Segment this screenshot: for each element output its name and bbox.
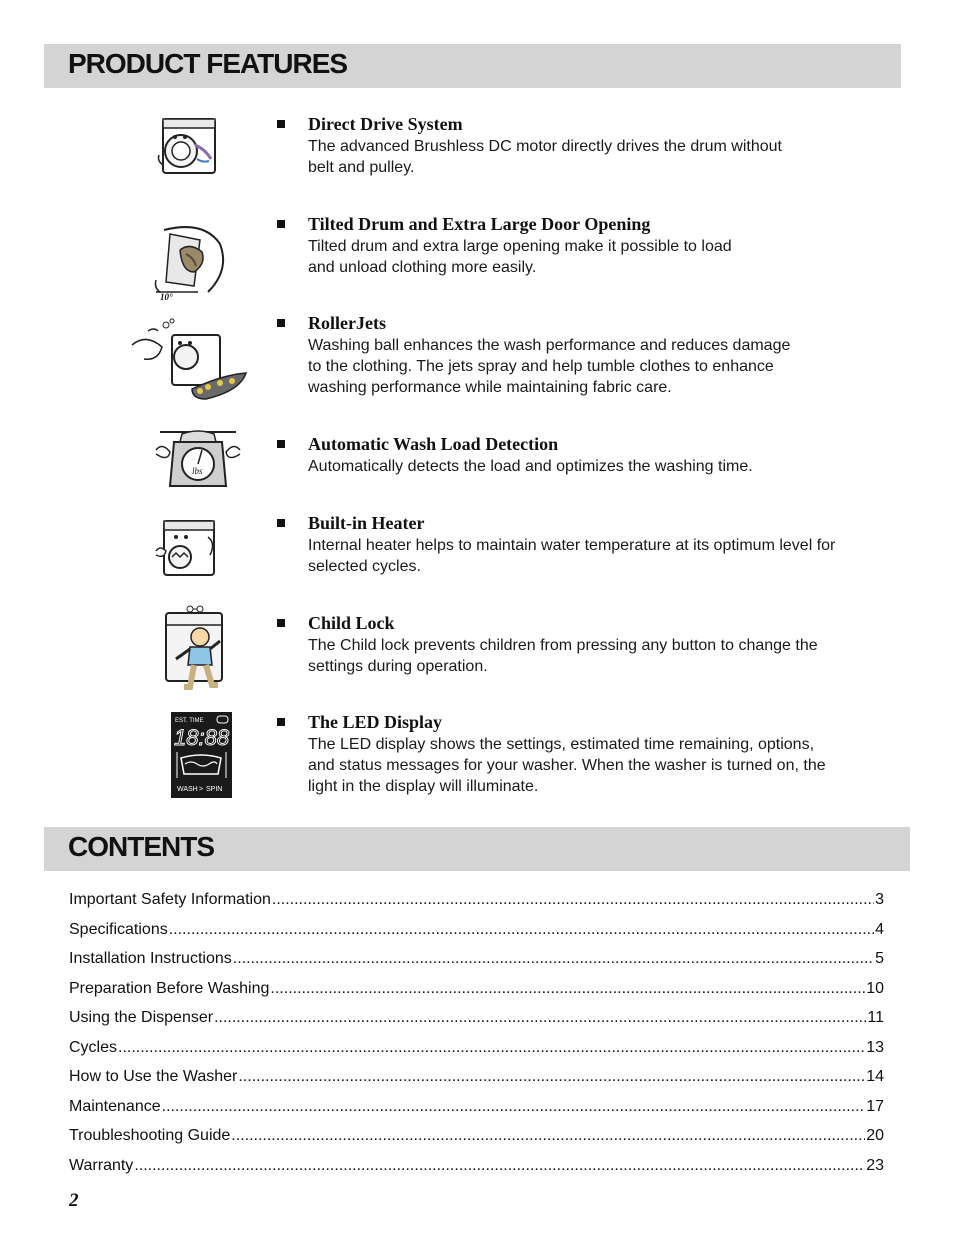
- toc-entry-label: Warranty: [69, 1156, 134, 1174]
- toc-leader: [272, 890, 874, 910]
- toc-entry-label: Maintenance: [69, 1097, 161, 1115]
- toc-page-number: 23: [866, 1156, 884, 1174]
- product-features-title: PRODUCT FEATURES: [68, 48, 348, 79]
- toc-leader: [238, 1067, 865, 1087]
- toc-entry[interactable]: [69, 979, 884, 999]
- toc-page-number: 17: [866, 1097, 884, 1115]
- toc-entry-label: How to Use the Washer: [69, 1068, 238, 1085]
- feature-description: Tilted drum and extra large opening make it possible to load and unload clothing more easily.: [308, 238, 732, 276]
- feature-description: Internal heater helps to maintain water temperature at its optimum level for selected cycles.: [308, 537, 836, 575]
- bullet-icon: [277, 220, 285, 228]
- heater-icon: [152, 517, 222, 579]
- toc-entry-label: Specifications: [69, 920, 168, 938]
- contents-title: CONTENTS: [68, 831, 214, 862]
- toc-leader: [118, 1038, 865, 1058]
- toc-page-number: 5: [875, 950, 884, 967]
- toc-page-number: 3: [875, 891, 884, 908]
- toc-entry[interactable]: [69, 1038, 884, 1058]
- contents-header: [44, 827, 910, 871]
- toc-page-number: 11: [867, 1009, 884, 1026]
- svg-text:10°: 10°: [160, 292, 173, 300]
- feature-title: Built-in Heater: [308, 513, 425, 533]
- toc-entry[interactable]: [69, 1097, 884, 1117]
- feature-title: Direct Drive System: [308, 114, 463, 134]
- page-number: 2: [69, 1190, 79, 1211]
- svg-text:WASH: WASH: [177, 786, 198, 793]
- feature-description: The LED display shows the settings, estimated time remaining, options, and status messages for your washer. When the washer is turned on, the light in the display will illuminate.: [308, 736, 826, 795]
- toc-leader: [162, 1097, 866, 1117]
- bullet-icon: [277, 619, 285, 627]
- toc-entry[interactable]: [69, 1126, 884, 1146]
- feature-title: The LED Display: [308, 712, 443, 732]
- toc-leader: [134, 1156, 865, 1176]
- toc-entry-label: Preparation Before Washing: [69, 979, 270, 997]
- tilted-drum-icon: [150, 220, 230, 300]
- toc-entry-label: Important Safety Information: [69, 891, 271, 908]
- svg-text:18:88: 18:88: [174, 725, 230, 750]
- toc-entry[interactable]: [69, 920, 884, 940]
- feature-description: The Child lock prevents children from pressing any button to change the settings during operation.: [308, 637, 818, 675]
- product-features-header: [44, 44, 901, 88]
- scale-icon: [152, 428, 244, 490]
- toc-entry[interactable]: [69, 1067, 884, 1087]
- toc-leader: [270, 979, 865, 999]
- toc-entry-label: Troubleshooting Guide: [69, 1127, 231, 1144]
- bullet-icon: [277, 519, 285, 527]
- feature-title: Tilted Drum and Extra Large Door Opening: [308, 214, 651, 234]
- toc-entry-label: Using the Dispenser: [69, 1009, 214, 1026]
- bullet-icon: [277, 319, 285, 327]
- led-display-icon: [171, 712, 232, 798]
- bullet-icon: [277, 440, 285, 448]
- feature-description: Automatically detects the load and optimizes the washing time.: [308, 458, 753, 475]
- toc-entry[interactable]: [69, 1008, 884, 1028]
- svg-text:EST. TIME: EST. TIME: [175, 718, 204, 724]
- toc-page-number: 4: [875, 920, 884, 938]
- toc-entry-label: Cycles: [69, 1038, 118, 1056]
- washer-motor-icon: [155, 115, 225, 177]
- toc-page-number: 13: [866, 1038, 884, 1056]
- svg-text:lbs: lbs: [192, 466, 203, 476]
- svg-text:SPIN: SPIN: [206, 786, 223, 793]
- feature-description: Washing ball enhances the wash performance and reduces damage to the clothing. The jets spray and help tumble clothes to enhance washing performance while maintaining fabric care.: [308, 337, 791, 396]
- bullet-icon: [277, 718, 285, 726]
- child-lock-icon: [160, 603, 228, 699]
- feature-description: The advanced Brushless DC motor directly drives the drum without belt and pulley.: [308, 138, 782, 176]
- feature-title: Child Lock: [308, 613, 395, 633]
- toc-leader: [169, 920, 874, 940]
- bullet-icon: [277, 120, 285, 128]
- toc-leader: [231, 1126, 865, 1146]
- toc-page-number: 20: [866, 1127, 884, 1144]
- svg-text:>: >: [199, 786, 204, 793]
- feature-title: RollerJets: [308, 313, 386, 333]
- toc-page-number: 14: [866, 1068, 884, 1085]
- toc-leader: [233, 949, 874, 969]
- rollerjets-icon: [128, 317, 248, 403]
- feature-title: Automatic Wash Load Detection: [308, 434, 559, 454]
- toc-page-number: 10: [866, 979, 884, 997]
- toc-leader: [214, 1008, 866, 1028]
- toc-entry[interactable]: [69, 1156, 884, 1176]
- toc-entry-label: Installation Instructions: [69, 950, 232, 967]
- toc-entry[interactable]: [69, 890, 884, 910]
- toc-entry[interactable]: [69, 949, 884, 969]
